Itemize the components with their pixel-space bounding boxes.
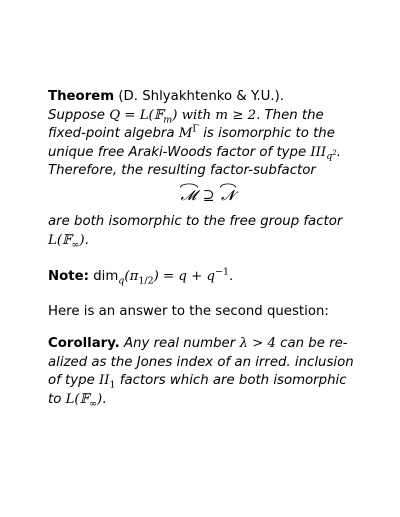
math-supseteq: ⊇ (202, 187, 216, 204)
theorem-attribution: (D. Shlyakhtenko & Y.U.). (118, 89, 284, 104)
theorem-heading-line (48, 88, 368, 107)
math-free-group-factor: L(𝔽$_\infty$). (48, 232, 89, 251)
corollary-line-2: alized as the Jones index of an irred. inclusion (48, 354, 354, 370)
theorem-line-6 (48, 232, 368, 251)
math-free-group-factor-2: L(𝔽$_\infty$). (65, 391, 107, 410)
theorem-block (48, 88, 368, 250)
math-type-ii1: $II_1$ (98, 373, 116, 391)
theorem-label: Theorem (48, 89, 115, 104)
corollary-line-1: Corollary. Any real number λ > 4 can be re- (48, 336, 348, 351)
slide-content (48, 88, 368, 409)
math-q-def: Q = L(𝔽$_m$) with m ≥ 2. (109, 107, 261, 126)
theorem-line-5: are both isomorphic to the free group factor (48, 214, 343, 229)
corollary-line-3: of type $II_1$ factors which are both isomorphic (48, 373, 347, 391)
display-equation (48, 187, 368, 206)
note-line (48, 268, 368, 287)
theorem-line-2: fixed-point algebra $M^\Gamma$ is isomorphic to the (48, 123, 335, 141)
corollary-label: Corollary. (48, 336, 120, 351)
corollary-line-4: to L(𝔽$_\infty$). (48, 391, 107, 410)
theorem-line-1: Suppose Q = L(𝔽$_m$) with m ≥ 2. Then the (48, 107, 324, 126)
math-hat-m: 𝓜 (180, 187, 198, 204)
math-type-iii: $III_{q^2}$ (310, 144, 337, 163)
note-formula: $dim_q(\pi_{1/2}) = q + q^{-1}$. (93, 266, 234, 287)
math-hat-n: 𝓝 (220, 187, 236, 204)
corollary-block (48, 335, 368, 409)
answer-block (48, 303, 368, 322)
math-fixed-point: $M^\Gamma$ (178, 123, 199, 141)
note-label: Note: (48, 269, 89, 284)
answer-line: Here is an answer to the second question: (48, 303, 329, 319)
note-block (48, 268, 368, 287)
theorem-line-3: unique free Araki-Woods factor of type $III_{q^2}$. (48, 144, 341, 163)
theorem-line-4: Therefore, the resulting factor-subfactor (48, 163, 316, 178)
math-lambda: λ > 4 (239, 336, 276, 351)
